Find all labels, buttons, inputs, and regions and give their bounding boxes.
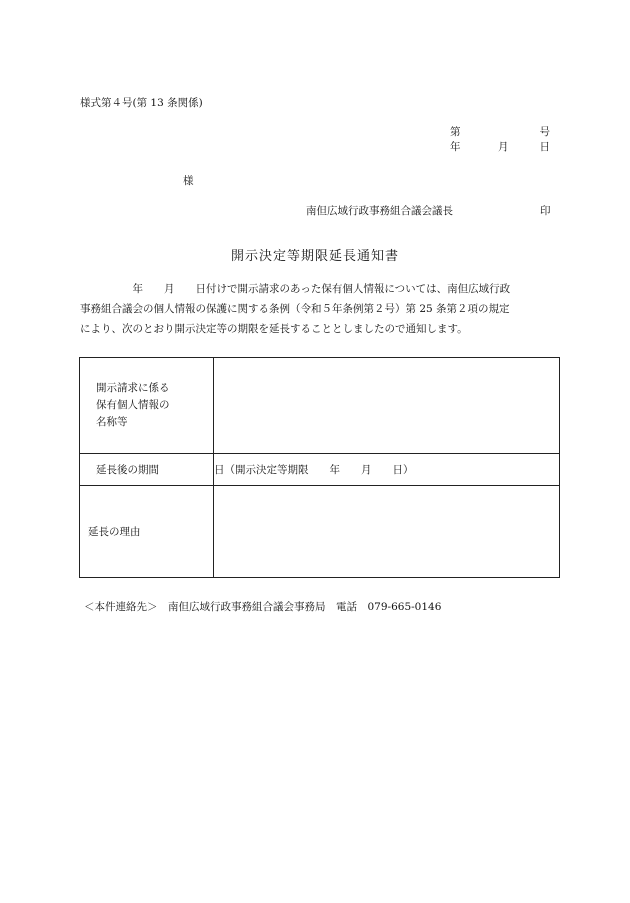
number-prefix: 第 <box>450 126 461 138</box>
number-suffix: 号 <box>539 126 550 138</box>
addressee: 様 <box>183 175 194 187</box>
form-number-label: 様式第４号(第 13 条関係) <box>80 97 203 109</box>
info-table <box>79 357 560 578</box>
date-month: 月 <box>498 141 509 153</box>
sender-name: 南但広域行政事務組合議会議長 <box>306 205 453 217</box>
table-row <box>80 358 560 454</box>
body-line-1: 年 月 日付けで開示請求のあった保有個人情報については、南但広域行政 <box>80 283 511 295</box>
row-label-reason: 延長の理由 <box>80 486 214 578</box>
table-row <box>80 486 560 578</box>
row-label-info-name <box>80 358 214 454</box>
row-value-info-name <box>214 358 560 454</box>
body-line-3: により、次のとおり開示決定等の期限を延長することとしましたので通知します。 <box>80 323 468 335</box>
document-title: 開示決定等期限延長通知書 <box>230 249 399 264</box>
body-paragraph <box>80 279 552 339</box>
row-label-period: 延長後の期間 <box>80 454 214 486</box>
row-value-period: 日（開示決定等期限 年 月 日） <box>214 454 560 486</box>
date-day: 日 <box>539 141 550 153</box>
row-value-reason <box>214 486 560 578</box>
label-line: 開示請求に係る <box>96 382 170 394</box>
label-line: 保有個人情報の <box>96 399 170 411</box>
contact-info: ＜本件連絡先＞ 南但広域行政事務組合議会事務局 電話 079-665-0146 <box>84 601 442 613</box>
table-row <box>80 454 560 486</box>
date-year: 年 <box>450 141 461 153</box>
label-line: 名称等 <box>96 416 128 428</box>
body-line-2: 事務組合議会の個人情報の保護に関する条例（令和５年条例第２号）第 25 条第２項の規定 <box>80 303 510 315</box>
seal-mark: 印 <box>540 205 551 217</box>
